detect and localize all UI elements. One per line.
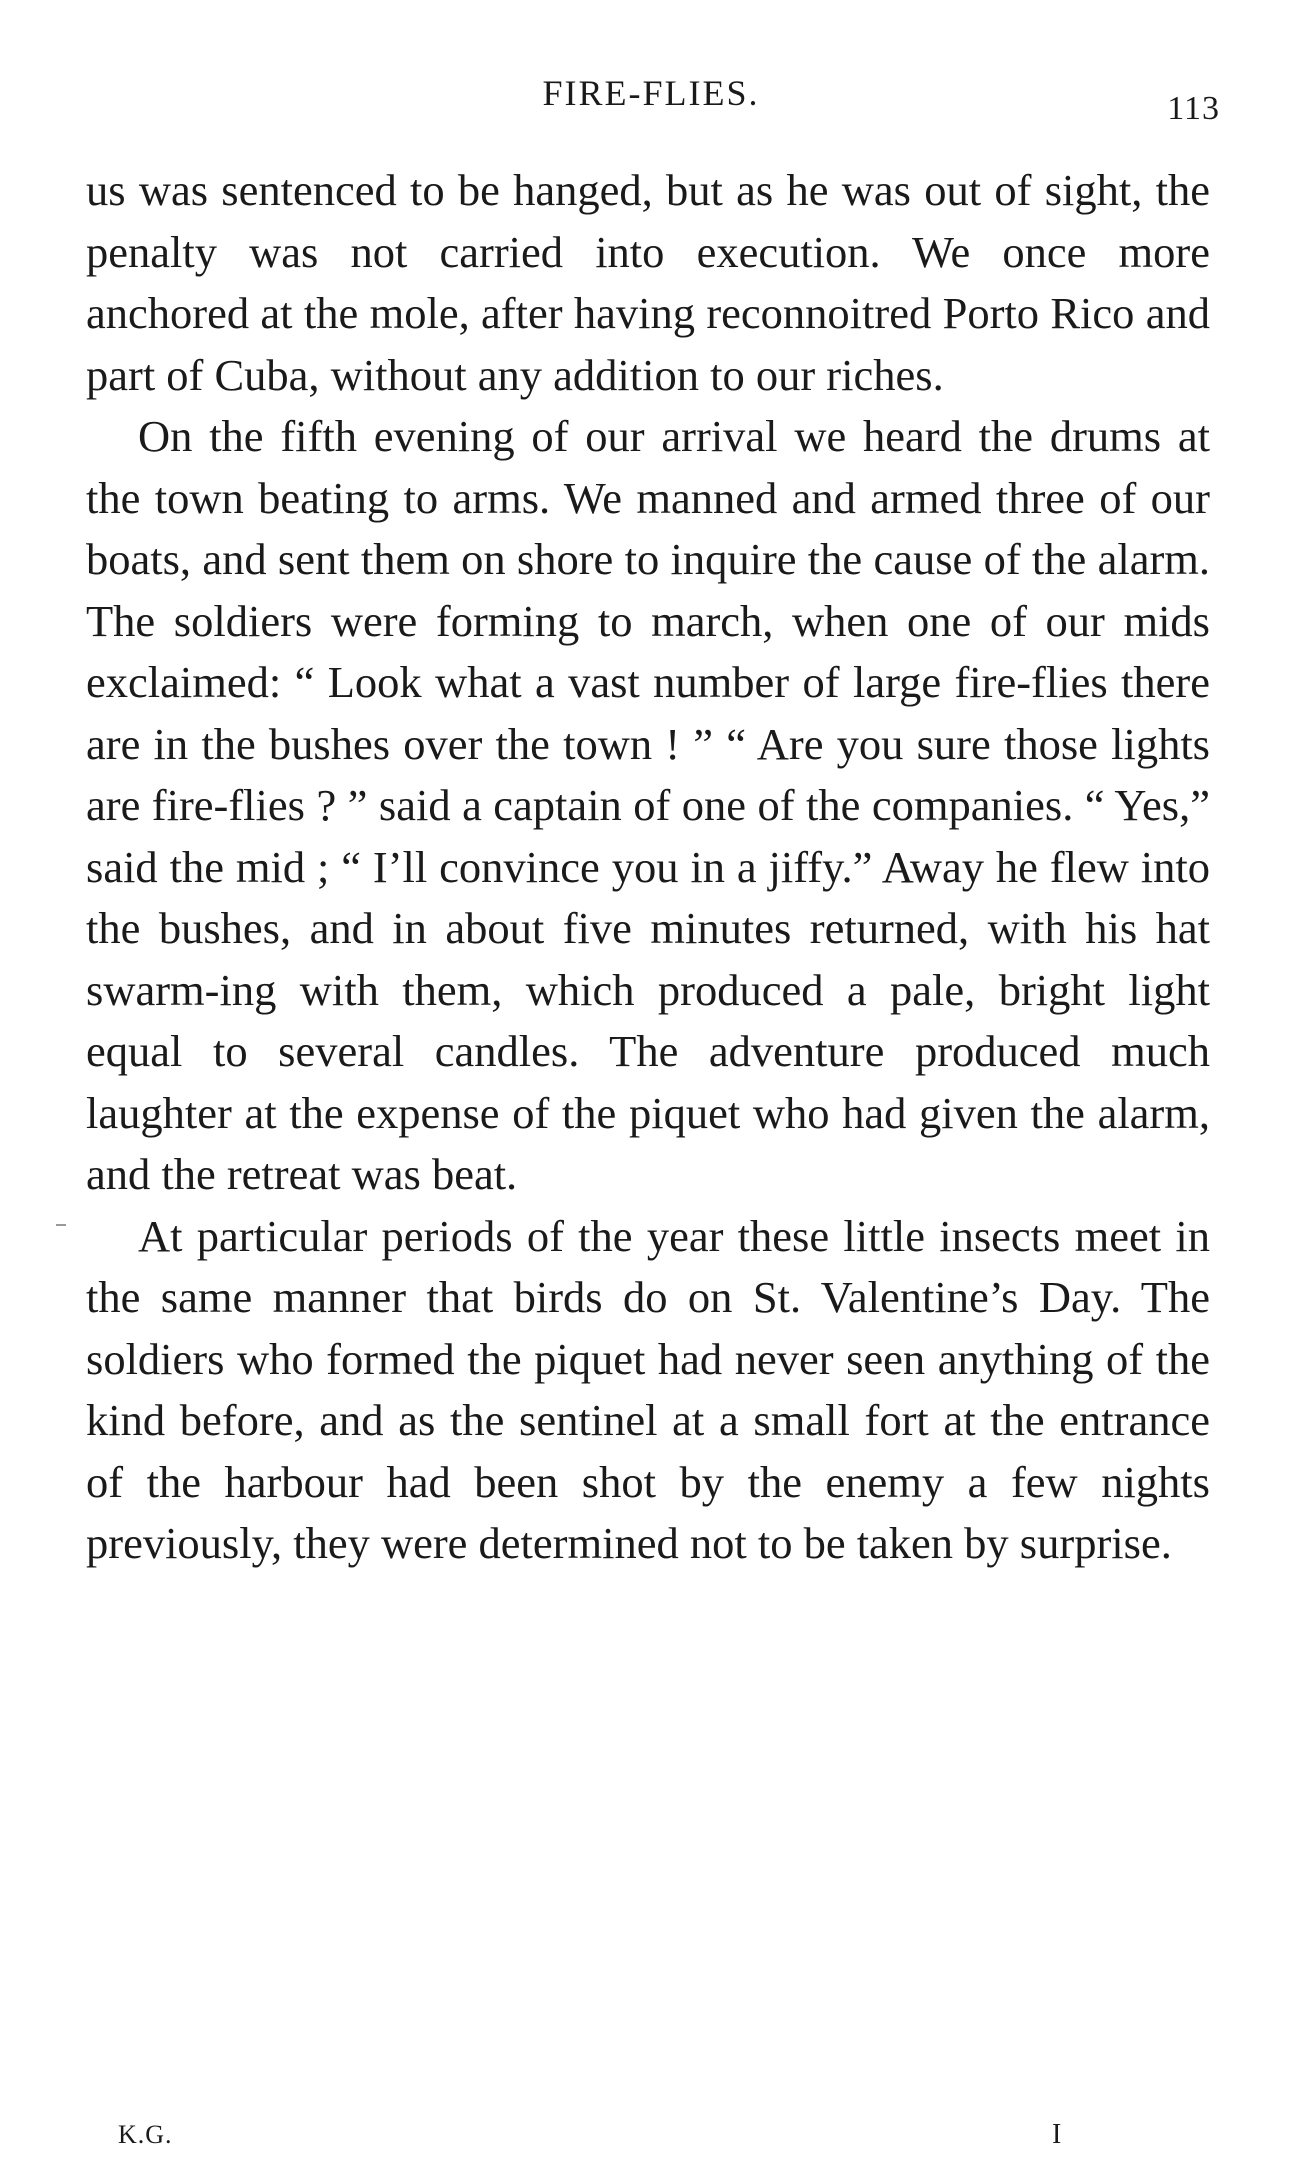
running-title: FIRE-FLIES.	[542, 73, 760, 113]
body-text	[86, 160, 1210, 1575]
signature-mark: K.G.	[118, 2120, 173, 2149]
paragraph-continuation: us was sentenced to be hanged, but as he was out of sight, the penalty was not carried into execution. We once more anchored at the mole, after having reconnoitred Porto Rico and part of Cuba, without any addition to our riches.	[86, 165, 1210, 400]
page-number: 113	[1167, 90, 1220, 127]
running-head	[0, 68, 1302, 127]
margin-mark	[56, 1224, 66, 1226]
paragraph-fire-flies-alarm: On the fifth evening of our arrival we heard the drums at the town beating to arms. We manned and armed three of our boats, and sent them on shore to inquire the cause of the alarm. The soldiers were forming to march, when one of our mids exclaimed: “ Look what a vast number of large fire-flies there are in the bushes over the town ! ” “ Are you sure those lights are fire-flies ? ” said a captain of one of the companies. “ Yes,” said the mid ; “ I’ll convince you in a jiffy.” Away he flew into the bushes, and in about five minutes returned, with his hat swarm-ing with them, which produced a pale, bright light equal to several candles. The adventure produced much laughter at the expense of the piquet who had given the alarm, and the retreat was beat.	[86, 411, 1210, 1199]
paragraph-insects-meeting: At particular periods of the year these little insects meet in the same manner that birds do on St. Valentine’s Day. The soldiers who formed the piquet had never seen anything of the kind before, and as the sentinel at a small fort at the entrance of the harbour had been shot by the enemy a few nights previously, they were determined not to be taken by surprise.	[86, 1210, 1210, 1568]
sheet-number: I	[1052, 2119, 1062, 2150]
